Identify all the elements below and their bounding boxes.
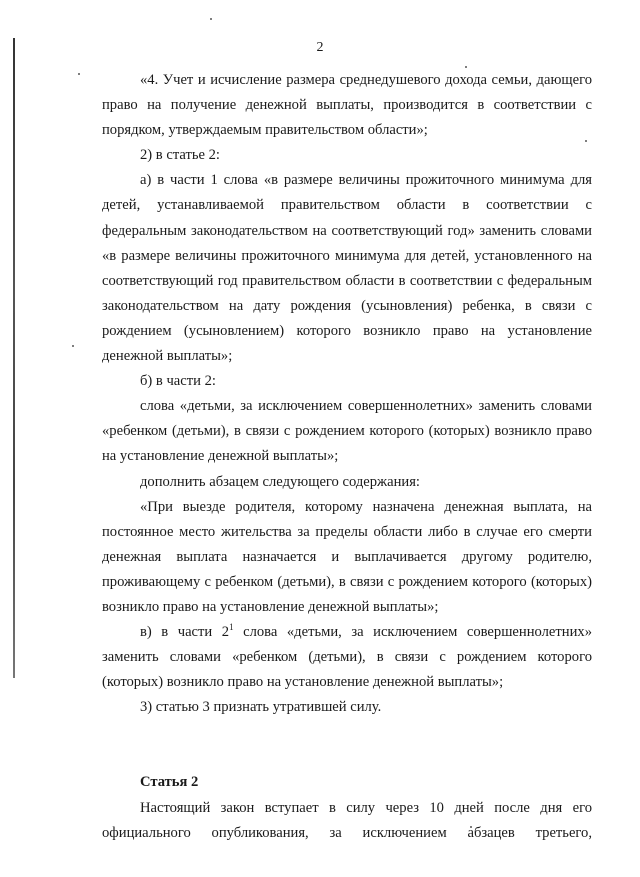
- scan-speck: [78, 73, 80, 75]
- paragraph-article-2-intro: 2) в статье 2:: [140, 147, 220, 164]
- scan-speck: [210, 18, 212, 20]
- paragraph-add-clause: дополнить абзацем следующего содержания:: [140, 473, 420, 490]
- paragraph-part-2-words: слова «детьми, за исключением совершеннолетних» заменить словами «ребенком (детьми), в связи с рождением которого (которых) возникло право на установление денежной выплаты»;: [102, 398, 592, 465]
- paragraph-part-2-1-text: слова «детьми, за исключением совершеннолетних» заменить словами «ребенком (детьми), в связи с рождением которого (которых) возникло право на установление денежной выплаты»;: [102, 624, 592, 691]
- spacer: [102, 745, 592, 770]
- superscript-index: 1: [229, 622, 234, 633]
- paragraph-article-3-repeal: 3) статью 3 признать утратившей силу.: [140, 699, 382, 716]
- paragraph-part-1-amendment: а) в части 1 слова «в размере величины прожиточного минимума для детей, устанавливаемой правительством области в соответствии с федеральным законодательством на соответствующий год» заменить словами «в размере величины прожиточного минимума для детей, установленного на соответствующий год правительством области в соответствии с федеральным законодательством на дату рождения (усыновления) ребенка, в связи с рождением (усыновлением) которого возникло право на установление денежной выплаты»;: [102, 172, 592, 365]
- document-body: [102, 68, 592, 846]
- paragraph-part-2-1: [102, 620, 592, 695]
- paragraph-new-clause: «При выезде родителя, которому назначена денежная выплата, на постоянное место жительства за пределы области либо в случае его смерти денежная выплата назначается и выплачивается другому родителю, проживающему с ребенком (детьми), в связи с рождением которого (которых) возникло право на установление денежной выплаты»;: [102, 498, 592, 615]
- paragraph-amendment-4: «4. Учет и исчисление размера среднедушевого дохода семьи, дающего право на получение денежной выплаты, производится в соответствии с порядком, утверждаемым правительством области»;: [102, 72, 592, 139]
- spacer: [102, 720, 592, 745]
- article-text: Настоящий закон вступает в силу через 10 дней после дня его официального опубликования, за исключением абзацев третьего,: [102, 799, 592, 841]
- paragraph-part-2-intro: б) в части 2:: [140, 373, 216, 390]
- scan-edge-line: [13, 38, 15, 678]
- article-heading: Статья 2: [140, 774, 199, 791]
- scan-speck: [72, 345, 74, 347]
- paragraph-part-2-1-lead: в) в части 2: [140, 624, 230, 641]
- page-number: 2: [316, 40, 324, 55]
